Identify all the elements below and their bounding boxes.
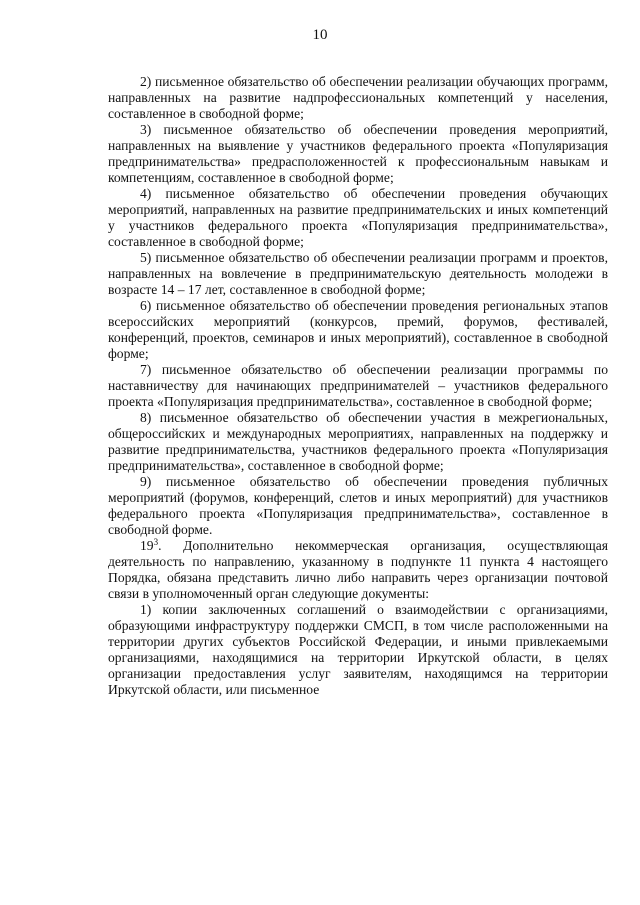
document-body [108, 74, 608, 698]
section-text: . Дополнительно некоммерческая организация, осуществляющая деятельность по направлению, указанному в подпункте 11 пункта 4 настоящего Порядка, обязана представить лично либо направить через организации почтовой связи в уполномоченный орган следующие документы: [108, 538, 608, 601]
list-item-6: 6) письменное обязательство об обеспечении проведения региональных этапов всероссийских мероприятий (конкурсов, премий, форумов, фестивалей, конференций, проектов, семинаров и иных мероприятий), составленное в свободной форме; [108, 298, 608, 361]
list-item-7: 7) письменное обязательство об обеспечении реализации программы по наставничеству для начинающих предпринимателей – участников федерального проекта «Популяризация предпринимательства», составленное в свободной форме; [108, 362, 608, 409]
section-superscript: 3 [153, 537, 159, 547]
page-number: 10 [312, 27, 328, 43]
list-item-3: 3) письменное обязательство об обеспечении проведения мероприятий, направленных на выявление у участников федерального проекта «Популяризация предпринимательства» предрасположенностей к профессиональным навыкам и компетенциям, составленное в свободной форме; [108, 122, 608, 185]
list-item-8: 8) письменное обязательство об обеспечении участия в межрегиональных, общероссийских и международных мероприятиях, направленных на поддержку и развитие предпринимательства, участников федерального проекта «Популяризация предпринимательства», составленное в свободной форме; [108, 410, 608, 473]
list-item-2: 2) письменное обязательство об обеспечении реализации обучающих программ, направленных на развитие надпрофессиональных компетенций у населения, составленное в свободной форме; [108, 74, 608, 121]
sub-item-1: 1) копии заключенных соглашений о взаимодействии с организациями, образующими инфраструктуру поддержки СМСП, в том числе расположенными на территории других субъектов Российской Федерации, и иными привлекаемыми организациями, находящимися на территории Иркутской области, в целях организации предоставления услуг заявителям, находящимся на территории Иркутской области, или письменное [108, 602, 608, 697]
section-number: 19 [140, 538, 154, 553]
section-paragraph [108, 538, 608, 602]
list-item-5: 5) письменное обязательство об обеспечении реализации программ и проектов, направленных на вовлечение в предпринимательскую деятельность молодежи в возрасте 14 – 17 лет, составленное в свободной форме; [108, 250, 608, 297]
list-item-4: 4) письменное обязательство об обеспечении проведения обучающих мероприятий, направленных на развитие предпринимательских и иных компетенций у участников федерального проекта «Популяризация предпринимательства», составленное в свободной форме; [108, 186, 608, 249]
list-item-9: 9) письменное обязательство об обеспечении проведения публичных мероприятий (форумов, конференций, слетов и иных мероприятий) для участников федерального проекта «Популяризация предпринимательства», составленное в свободной форме. [108, 474, 608, 537]
